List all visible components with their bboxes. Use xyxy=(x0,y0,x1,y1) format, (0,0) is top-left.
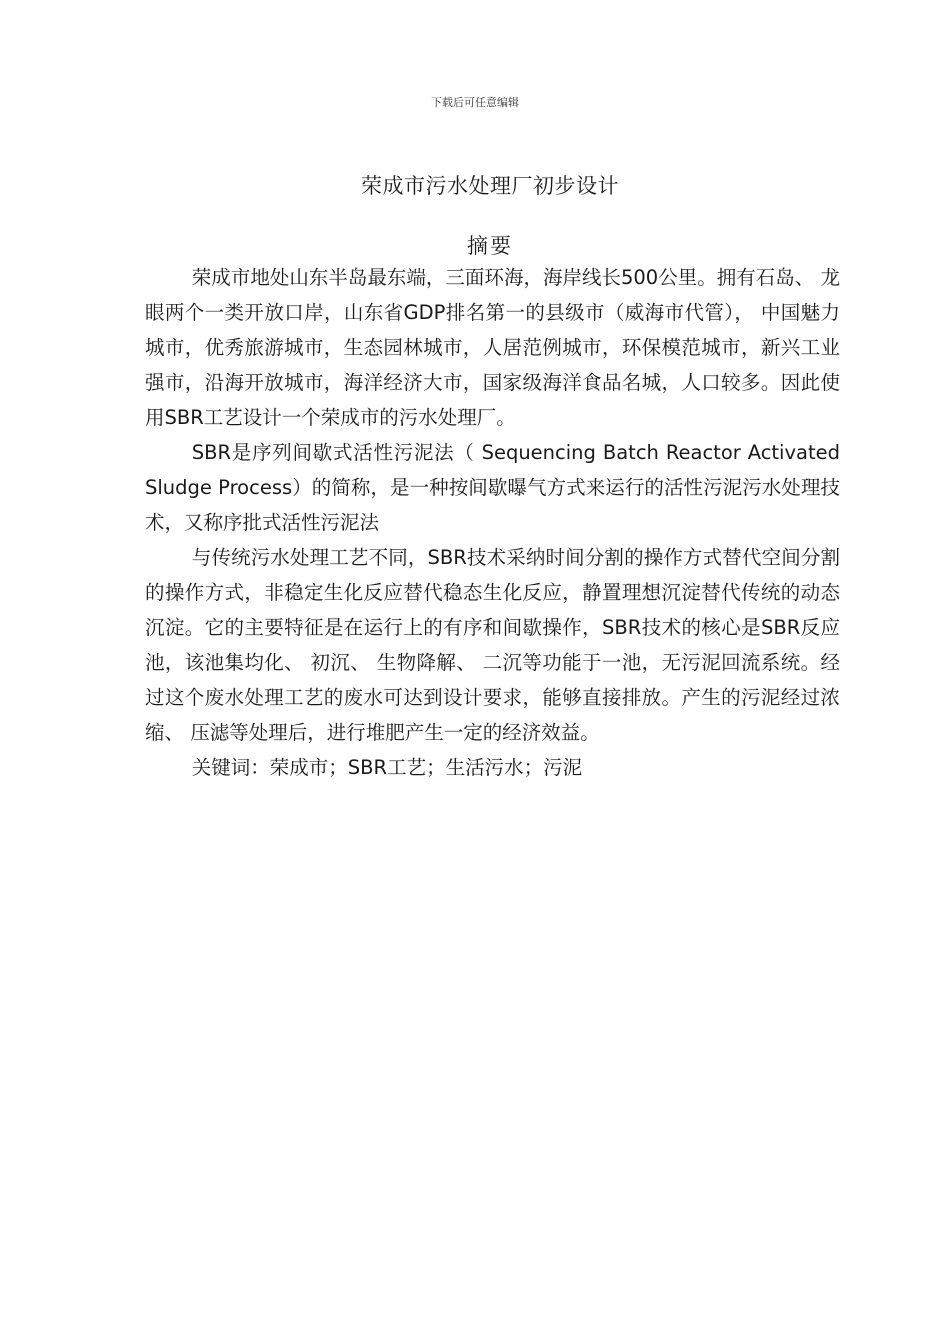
abstract-paragraph-intro: 荣成市地处山东半岛最东端，三面环海，海岸线长500公里。拥有石岛、 龙眼两个一类开放口岸，山东省GDP排名第一的县级市（威海市代管）， 中国魅力城市，优秀旅游城市，生态园林城市，人居范例城市，环保模范城市，新兴工业强市，沿海开放城市，海洋经济大市，国家级海洋食品名城，人口较多。因此使用SBR工艺设计一个荣成市的污水处理厂。 xyxy=(145,266,840,429)
page-header-note: 下载后可任意编辑 xyxy=(431,96,519,109)
document-title: 荣成市污水处理厂初步设计 xyxy=(361,174,619,198)
abstract-paragraph-sbr-features: 与传统污水处理工艺不同，SBR技术采纳时间分割的操作方式替代空间分割的操作方式，非稳定生化反应替代稳态生化反应，静置理想沉淀替代传统的动态沉淀。它的主要特征是在运行上的有序和间歇操作，SBR技术的核心是SBR反应池，该池集均化、 初沉、 生物降解、 二沉等功能于一池，无污泥回流系统。经过这个废水处理工艺的废水可达到设计要求，能够直接排放。产生的污泥经过浓缩、 压滤等处理后，进行堆肥产生一定的经济效益。 xyxy=(145,546,840,744)
abstract-body xyxy=(145,260,840,785)
abstract-paragraph-sbr-definition: SBR是序列间歇式活性污泥法（ Sequencing Batch Reactor Activated Sludge Process）的简称，是一种按间歇曝气方式来运行的活性污泥污水处理技术，又称序批式活性污泥法 xyxy=(145,441,840,534)
abstract-heading: 摘要 xyxy=(467,234,513,258)
keywords-line: 关键词：荣成市；SBR工艺；生活污水；污泥 xyxy=(191,756,583,779)
